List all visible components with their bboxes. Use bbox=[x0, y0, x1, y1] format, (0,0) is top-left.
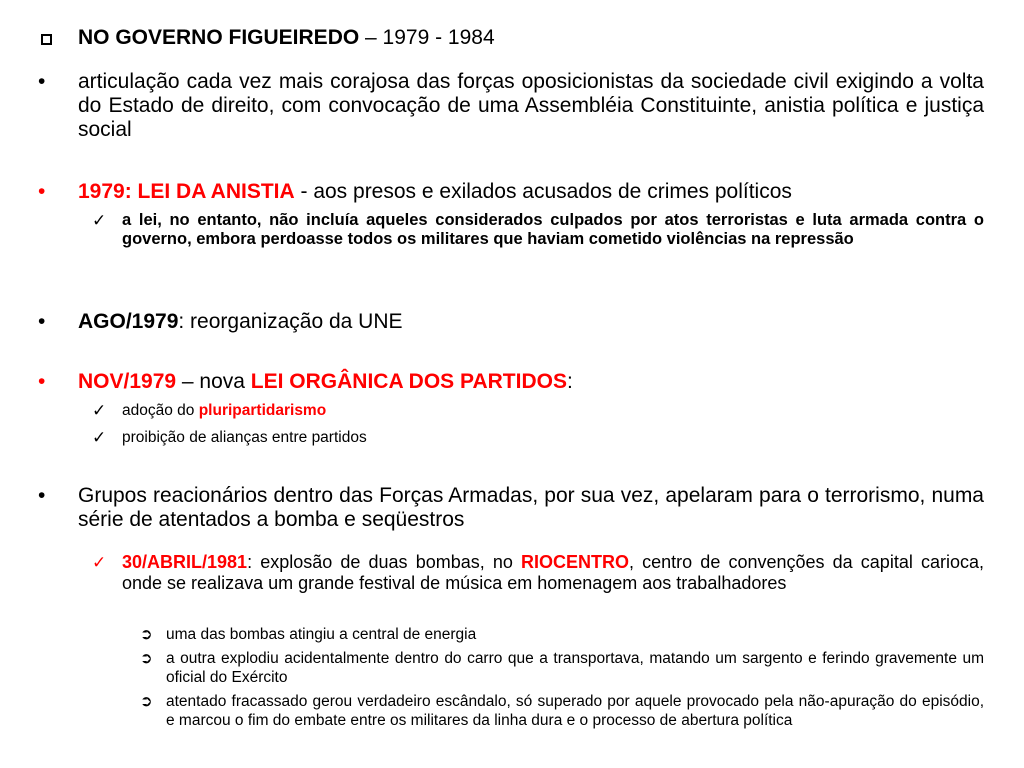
sub-bullet-item bbox=[92, 552, 984, 594]
bullet-item bbox=[38, 180, 984, 204]
sub-sub-bullet-item bbox=[140, 649, 984, 687]
title-years: – 1979 - 1984 bbox=[359, 26, 495, 49]
bullet-highlight: 1979: LEI DA ANISTIA bbox=[78, 180, 295, 203]
sub-bullet-highlight: 30/ABRIL/1981 bbox=[122, 552, 248, 572]
sub-bullet-text: adoção do bbox=[122, 402, 199, 419]
title-label: NO GOVERNO FIGUEIREDO bbox=[78, 26, 360, 49]
check-icon: ✓ bbox=[92, 401, 107, 420]
sub-bullet-text: : explosão de duas bombas, no bbox=[247, 552, 522, 572]
bullet-item bbox=[38, 370, 984, 394]
bullet-text-end: : bbox=[566, 370, 573, 393]
bullet-highlight: NOV/1979 bbox=[78, 370, 177, 393]
check-icon: ✓ bbox=[92, 211, 107, 230]
dot-bullet-icon: • bbox=[38, 310, 46, 333]
check-icon: ✓ bbox=[92, 428, 107, 447]
sub-bullet-highlight-2: RIOCENTRO bbox=[521, 552, 630, 572]
sub-sub-bullet-item bbox=[140, 625, 984, 644]
bullet-highlight: AGO/1979 bbox=[78, 310, 179, 333]
slide-title bbox=[38, 26, 978, 51]
check-icon: ✓ bbox=[92, 553, 107, 572]
sub-bullet-text: proibição de alianças entre partidos bbox=[122, 429, 367, 446]
dot-bullet-icon: • bbox=[38, 70, 46, 93]
bullet-text: Grupos reacionários dentro das Forças Armadas, por sua vez, apelaram para o terrorismo, numa série de atentados a bomba e seqüestros bbox=[78, 484, 984, 531]
sub-bullet-item bbox=[92, 428, 984, 447]
dot-bullet-icon: • bbox=[38, 484, 46, 507]
arrow-icon: ➲ bbox=[140, 626, 153, 643]
bullet-text: - aos presos e exilados acusados de crimes políticos bbox=[294, 180, 792, 203]
sub-sub-bullet-text: atentado fracassado gerou verdadeiro escândalo, só superado por aquele provocado pela não-apuração do episódio, e marcou o fim do embate entre os militares da linha dura e o processo de abertura política bbox=[166, 693, 984, 729]
bullet-item bbox=[38, 310, 984, 334]
arrow-icon: ➲ bbox=[140, 650, 153, 667]
sub-sub-bullet-text: uma das bombas atingiu a central de energia bbox=[166, 626, 477, 643]
arrow-icon: ➲ bbox=[140, 693, 153, 710]
bullet-text: – nova bbox=[176, 370, 251, 393]
bullet-item bbox=[38, 484, 984, 532]
sub-sub-bullet-text: a outra explodiu acidentalmente dentro do carro que a transportava, matando um sargento e ferindo gravemente um oficial do Exército bbox=[166, 650, 984, 686]
bullet-highlight-2: LEI ORGÂNICA DOS PARTIDOS bbox=[250, 370, 567, 393]
sub-bullet-item bbox=[92, 211, 984, 249]
bullet-item bbox=[38, 70, 984, 142]
dot-bullet-icon: • bbox=[38, 370, 46, 393]
sub-bullet-text-end: , centro de convenções da capital carioca, onde se realizava um grande festival de música em homenagem aos trabalhadores bbox=[122, 552, 984, 593]
dot-bullet-icon: • bbox=[38, 180, 46, 203]
sub-sub-bullet-item bbox=[140, 692, 984, 730]
bullet-text: articulação cada vez mais corajosa das forças oposicionistas da sociedade civil exigindo a volta do Estado de direito, com convocação de uma Assembléia Constituinte, anistia política e justiça social bbox=[78, 70, 984, 141]
sub-bullet-text: a lei, no entanto, não incluía aqueles considerados culpados por atos terroristas e luta armada contra o governo, embora perdoasse todos os militares que haviam cometido violências na repressão bbox=[122, 211, 984, 248]
bullet-text: : reorganização da UNE bbox=[178, 310, 403, 333]
sub-bullet-highlight: pluripartidarismo bbox=[198, 402, 327, 419]
sub-bullet-item bbox=[92, 401, 984, 420]
square-bullet-icon bbox=[38, 26, 78, 51]
